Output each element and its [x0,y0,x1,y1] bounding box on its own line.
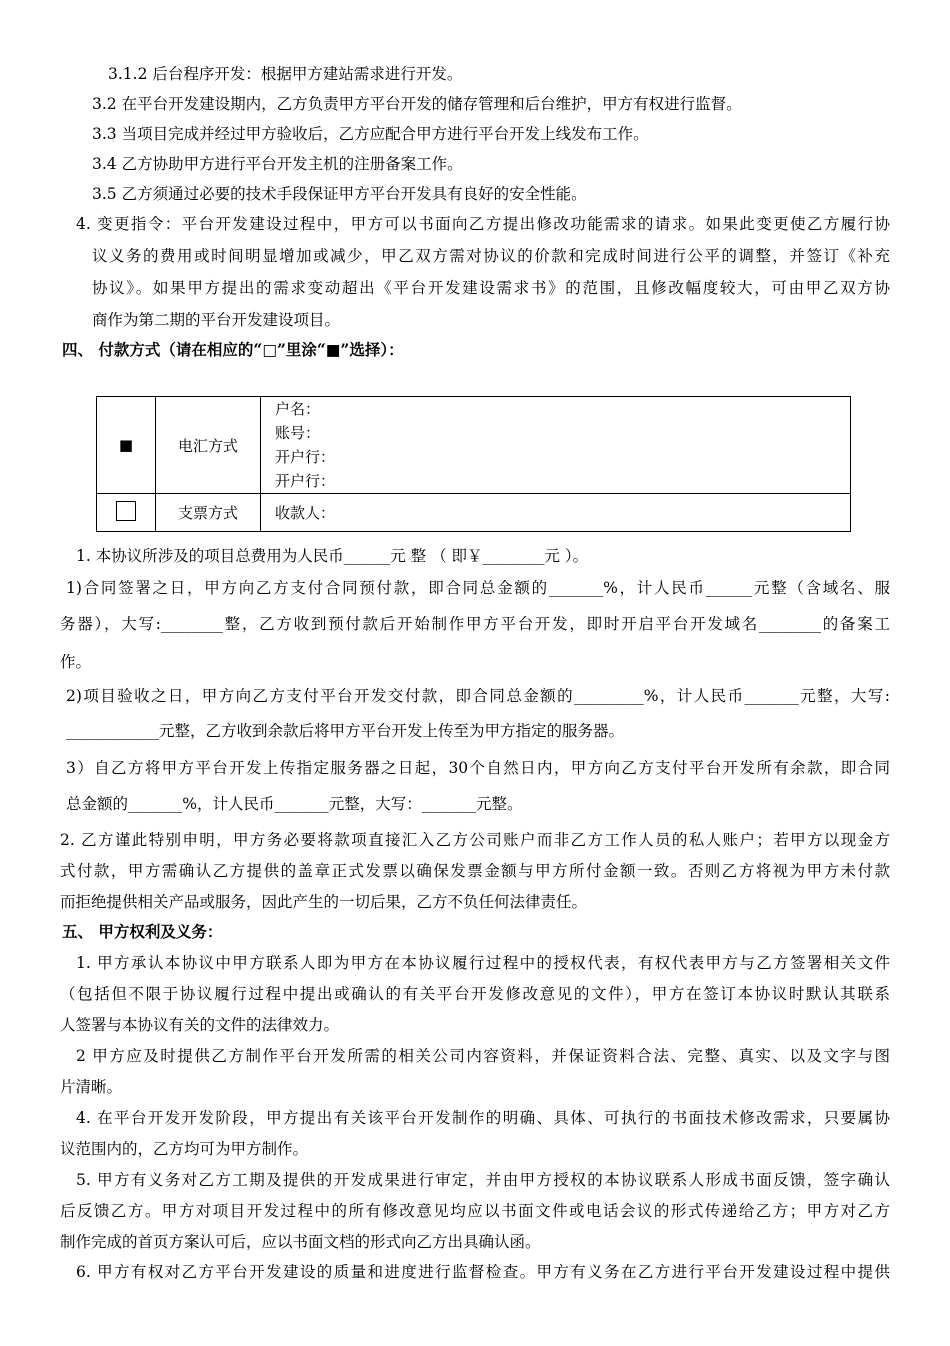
clause-4-line: 4. 变更指令：平台开发建设过程中，甲方可以书面向乙方提出修改功能需求的请求。如果此变更使乙方履行协 [76,215,890,233]
wire-field-account-number: 账号： [275,424,321,442]
right-6-line: 6. 甲方有权对乙方平台开发建设的质量和进度进行监督检查。甲方有义务在乙方进行平台开发建设过程中提供 [76,1263,890,1281]
right-5-line: 制作完成的首页方案认可后，应以书面文档的形式向乙方出具确认函。 [60,1233,541,1251]
clause-4-line: 商作为第二期的平台开发建设项目。 [92,311,341,329]
clause-4-line: 议义务的费用或时间明显增加或减少，甲乙双方需对协议的价款和完成时间进行公平的调整，并签订《补充 [92,247,890,265]
cheque-label: 支票方式 [156,494,261,532]
wire-label: 电汇方式 [156,397,261,494]
wire-field-bank: 开户行： [275,448,336,466]
wire-field-bank: 开户行： [275,472,336,490]
clause-3-4: 3.4 乙方协助甲方进行平台开发主机的注册备案工作。 [92,155,463,173]
wire-fields [261,397,851,494]
section-5-heading: 五、 甲方权利及义务： [62,922,223,941]
pay-2-line: 2. 乙方谨此特别申明，甲方务必要将款项直接汇入乙方公司账户而非乙方工作人员的私人账户；若甲方以现金方 [60,831,890,849]
right-2-line: 2 甲方应及时提供乙方制作平台开发所需的相关公司内容资料，并保证资料合法、完整、真实、以及文字与图 [76,1047,890,1065]
payment-method-table [96,396,851,532]
payment-row-cheque [97,494,851,532]
clause-3-2: 3.2 在平台开发建设期内，乙方负责甲方平台开发的储存管理和后台维护，甲方有权进行监督。 [92,95,742,113]
wire-checked-mark: ■ [118,436,134,454]
right-4-line: 议范围内的，乙方均可为甲方制作。 [60,1140,309,1158]
pay-1-2-line: 2)项目验收之日，甲方向乙方支付平台开发交付款，即合同总金额的_________%，计人民币_______元整，大写: [66,687,890,705]
pay-1-1-line: 1)合同签署之日，甲方向乙方支付合同预付款，即合同总金额的_______%，计人民币______元整（含域名、服 [66,579,890,597]
clause-3-1-2: 3.1.2 后台程序开发：根据甲方建站需求进行开发。 [108,65,463,83]
empty-checkbox-icon [116,501,136,521]
pay-2-line: 式付款，甲方需确认乙方提供的盖章正式发票以确保发票金额与甲方所付金额一致。否则乙方将视为甲方未付款 [60,862,890,880]
pay-1-3-line: 总金额的_______%，计人民币_______元整，大写：_______元整。 [66,795,523,813]
right-1-line: 人签署与本协议有关的文件的法律效力。 [60,1016,340,1034]
pay-1-1-line: 务器），大写:________整，乙方收到预付款后开始制作甲方平台开发，即时开启平台开发域名________的备案工 [60,615,890,633]
cheque-field-payee: 收款人： [275,503,336,522]
right-5-line: 5. 甲方有义务对乙方工期及提供的开发成果进行审定，并由甲方授权的本协议联系人形成书面反馈，签字确认 [76,1171,890,1189]
wire-checkbox[interactable] [97,397,156,494]
cheque-fields [261,494,851,532]
right-2-line: 片清晰。 [60,1078,123,1096]
pay-1-1-line: 作。 [60,653,92,671]
clause-4-line: 协议》。如果甲方提出的需求变动超出《平台开发建设需求书》的范围，且修改幅度较大，可由甲乙双方协 [92,279,890,297]
pay-1: 1. 本协议所涉及的项目总费用为人民币______元 整 （ 即￥________元 ）。 [76,547,589,565]
right-4-line: 4. 在平台开发开发阶段，甲方提出有关该平台开发制作的明确、具体、可执行的书面技术修改需求，只要属协 [76,1109,890,1127]
cheque-checkbox[interactable] [97,494,156,532]
right-1-line: （包括但不限于协议履行过程中提出或确认的有关平台开发修改意见的文件），甲方在签订本协议时默认其联系 [60,985,890,1003]
right-1-line: 1. 甲方承认本协议中甲方联系人即为甲方在本协议履行过程中的授权代表，有权代表甲方与乙方签署相关文件 [76,954,890,972]
pay-1-2-line: ____________元整，乙方收到余款后将甲方平台开发上传至为甲方指定的服务器。 [66,722,625,740]
right-5-line: 后反馈乙方。甲方对项目开发过程中的所有修改意见均应以书面文件或电话会议的形式传递给乙方；甲方对乙方 [60,1202,890,1220]
section-4-heading: 四、 付款方式（请在相应的“□”里涂“■”选择）： [62,340,404,359]
pay-1-3-line: 3）自乙方将甲方平台开发上传指定服务器之日起，30个自然日内，甲方向乙方支付平台开发所有余款，即合同 [66,759,890,777]
wire-field-account-name: 户名： [275,400,321,418]
clause-3-3: 3.3 当项目完成并经过甲方验收后，乙方应配合甲方进行平台开发上线发布工作。 [92,125,649,143]
pay-2-line: 而拒绝提供相关产品或服务，因此产生的一切后果，乙方不负任何法律责任。 [60,893,588,911]
clause-3-5: 3.5 乙方须通过必要的技术手段保证甲方平台开发具有良好的安全性能。 [92,185,587,203]
payment-row-wire [97,397,851,494]
